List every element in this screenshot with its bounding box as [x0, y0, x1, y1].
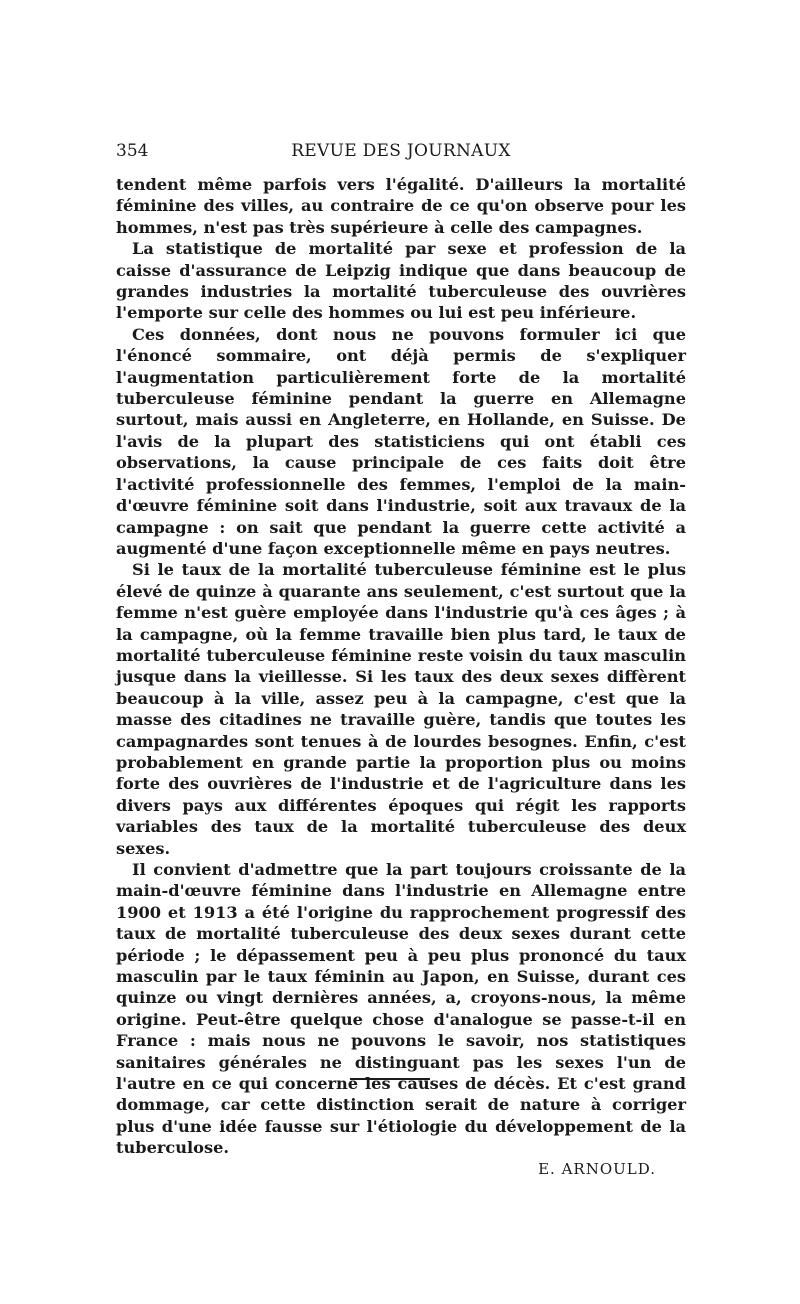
paragraph-1: tendent même parfois vers l'égalité. D'ailleurs la mortalité féminine des villes, au contraire de ce qu'on observe pour les hommes, n'est pas très supérieure à celle des campagnes. [116, 175, 686, 237]
paragraph-5: Il convient d'admettre que la part toujours croissante de la main-d'œuvre féminine dans l'industrie en Allemagne entre 1900 et 1913 a été l'origine du rapprochement progressif des taux de mortalité tuberculeuse des deux sexes durant cette période ; le dépassement peu à peu plus prononcé du taux masculin par le taux féminin au Japon, en Suisse, durant ces quinze ou vingt dernières années, a, croyons-nous, la même origine. Peut-être quelque chose d'analogue se passe-t-il en France : mais nous ne pouvons le savoir, nos statistiques sanitaires générales ne distinguant pas les sexes l'un de l'autre en ce qui concerne les causes de décès. Et c'est grand dommage, car cette distinction serait de nature à corriger plus d'une idée fausse sur l'étiologie du développement de la tuberculose. [116, 860, 686, 1158]
page-header [116, 140, 686, 162]
paragraph-4: Si le taux de la mortalité tuberculeuse féminine est le plus élevé de quinze à quarante ans seulement, c'est surtout que la femme n'est guère employée dans l'industrie qu'à ces âges ; à la campagne, où la femme travaille bien plus tard, le taux de mortalité tuberculeuse féminine reste voisin du taux masculin jusque dans la vieillesse. Si les taux des deux sexes diffèrent beaucoup à la ville, assez peu à la campagne, c'est que la masse des citadines ne travaille guère, tandis que toutes les campagnardes sont tenues à de lourdes besognes. Enfin, c'est probablement en grande partie la proportion plus ou moins forte des ouvrières de l'industrie et de l'agriculture dans les divers pays aux différentes époques qui régit les rapports variables des taux de la mortalité tuberculeuse des deux sexes. [116, 560, 686, 858]
paragraph-2: La statistique de mortalité par sexe et profession de la caisse d'assurance de Leipzig indique que dans beaucoup de grandes industries la mortalité tuberculeuse des ouvrières l'emporte sur celle des hommes ou lui est peu inférieure. [116, 239, 686, 323]
end-rule [350, 1078, 430, 1080]
paragraph-3: Ces données, dont nous ne pouvons formuler ici que l'énoncé sommaire, ont déjà permis de s'expliquer l'augmentation particulièrement forte de la mortalité tuberculeuse féminine pendant la guerre en Allemagne surtout, mais aussi en Angleterre, en Hollande, en Suisse. De l'avis de la plupart des statisticiens qui ont établi ces observations, la cause principale de ces faits doit être l'activité professionnelle des femmes, l'emploi de la main-d'œuvre féminine soit dans l'industrie, soit aux travaux de la campagne : on sait que pendant la guerre cette activité a augmenté d'une façon exceptionnelle même en pays neutres. [116, 324, 686, 558]
page-number: 354 [116, 141, 149, 161]
running-head: REVUE DES JOURNAUX [291, 141, 511, 161]
article-body [116, 174, 686, 1180]
author-signature: E. ARNOULD. [538, 1159, 656, 1178]
